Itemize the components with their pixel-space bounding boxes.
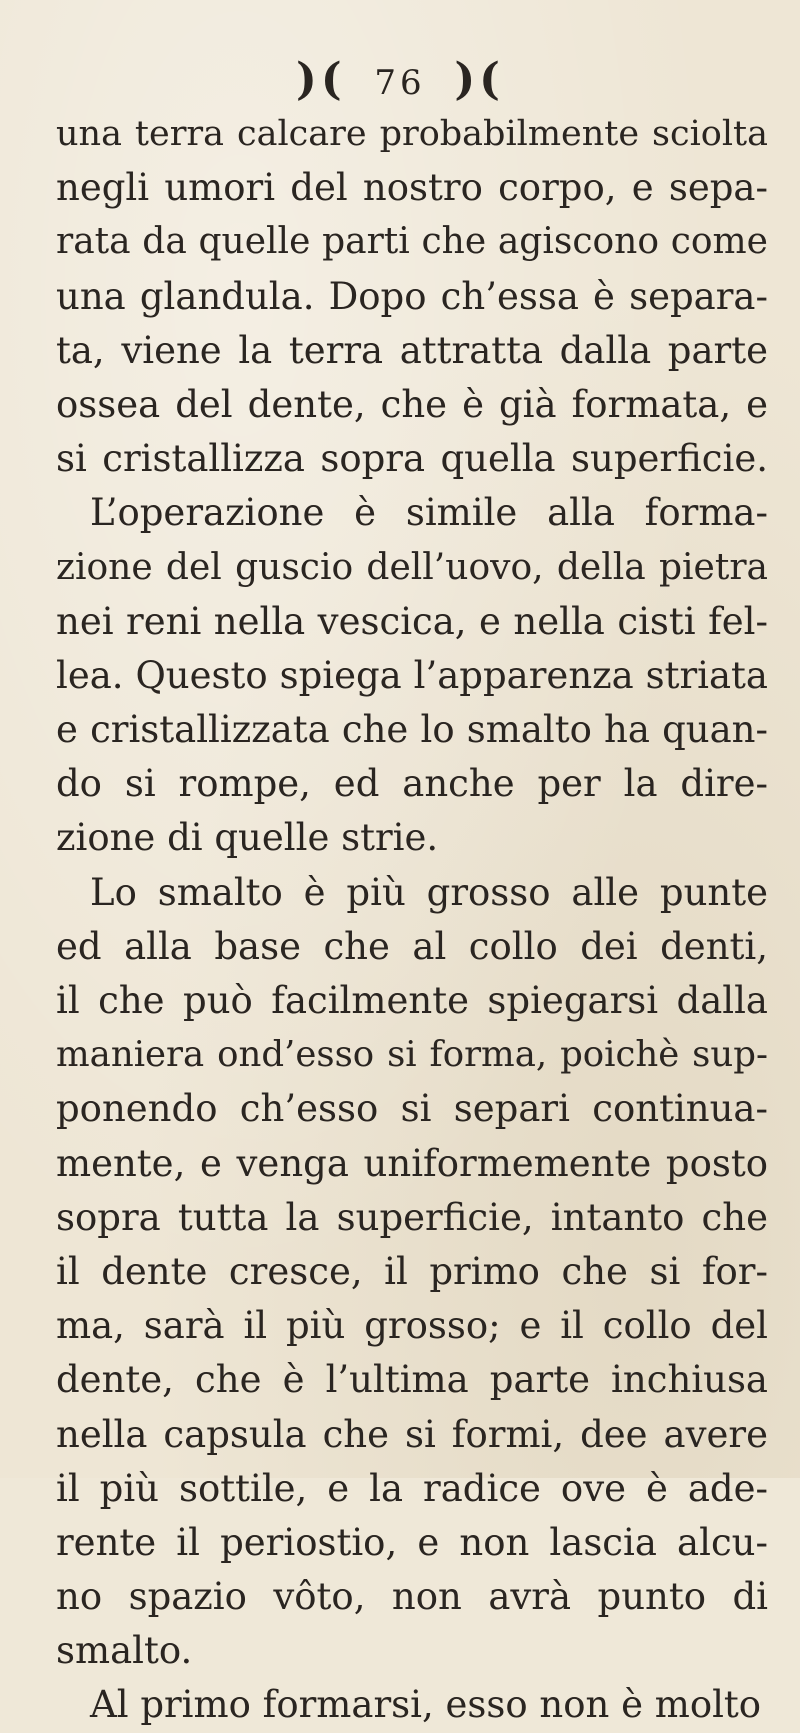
text-line: no spazio vôto, non avrà punto di: [56, 1575, 768, 1619]
ornament-right: )(: [454, 54, 504, 105]
text-line: zione del guscio dell’uovo, della pietra: [56, 546, 768, 588]
text-line: mente, e venga uniformemente posto: [56, 1141, 768, 1185]
text-line: ed alla base che al collo dei denti,: [56, 924, 768, 968]
text-line: il dente cresce, il primo che si for-: [56, 1249, 768, 1293]
text-line: ta, viene la terra attratta dalla parte: [56, 328, 768, 372]
text-line: il che può facilmente spiegarsi dalla: [56, 979, 768, 1022]
text-line: nella capsula che si formi, dee avere: [56, 1412, 768, 1456]
text-line: una terra calcare probabilmente sciolta: [56, 114, 768, 154]
text-line: lea. Questo spiega l’apparenza striata: [56, 653, 768, 697]
text-line: sopra tutta la superficie, intanto che: [56, 1195, 768, 1239]
text-line: nei reni nella vescica, e nella cisti fel-: [56, 599, 768, 643]
text-line: L’operazione è simile alla forma-: [90, 491, 768, 535]
text-line: do si rompe, ed anche per la dire-: [56, 762, 768, 806]
text-line: si cristallizza sopra quella superficie.: [56, 437, 768, 481]
text-line: maniera ond’esso si forma, poichè sup-: [56, 1034, 768, 1076]
text-line: zione di quelle strie.: [56, 816, 439, 860]
body-text: [56, 107, 768, 1733]
text-line: e cristallizzata che lo smalto ha quan-: [56, 708, 768, 752]
text-line: il più sottile, e la radice ove è ade-: [56, 1466, 768, 1510]
page-header: [0, 54, 800, 105]
ornament-left: )(: [296, 54, 346, 105]
page-number: 76: [374, 63, 426, 103]
text-line: una glandula. Dopo ch’essa è separa-: [56, 274, 768, 318]
text-line: negli umori del nostro corpo, e sepa-: [56, 166, 768, 210]
text-line: rente il periostio, e non lascia alcu-: [56, 1520, 768, 1564]
text-line: Al primo formarsi, esso non è molto: [90, 1683, 762, 1727]
text-line: dente, che è l’ultima parte inchiusa: [56, 1358, 768, 1402]
text-line: rata da quelle parti che agiscono come: [56, 221, 768, 263]
text-line: smalto.: [56, 1629, 193, 1673]
text-line: Lo smalto è più grosso alle punte: [90, 870, 768, 914]
text-line: ma, sarà il più grosso; e il collo del: [56, 1304, 768, 1348]
text-line: ossea del dente, che è già formata, e: [56, 382, 768, 426]
text-line: ponendo ch’esso si separi continua-: [56, 1087, 768, 1131]
